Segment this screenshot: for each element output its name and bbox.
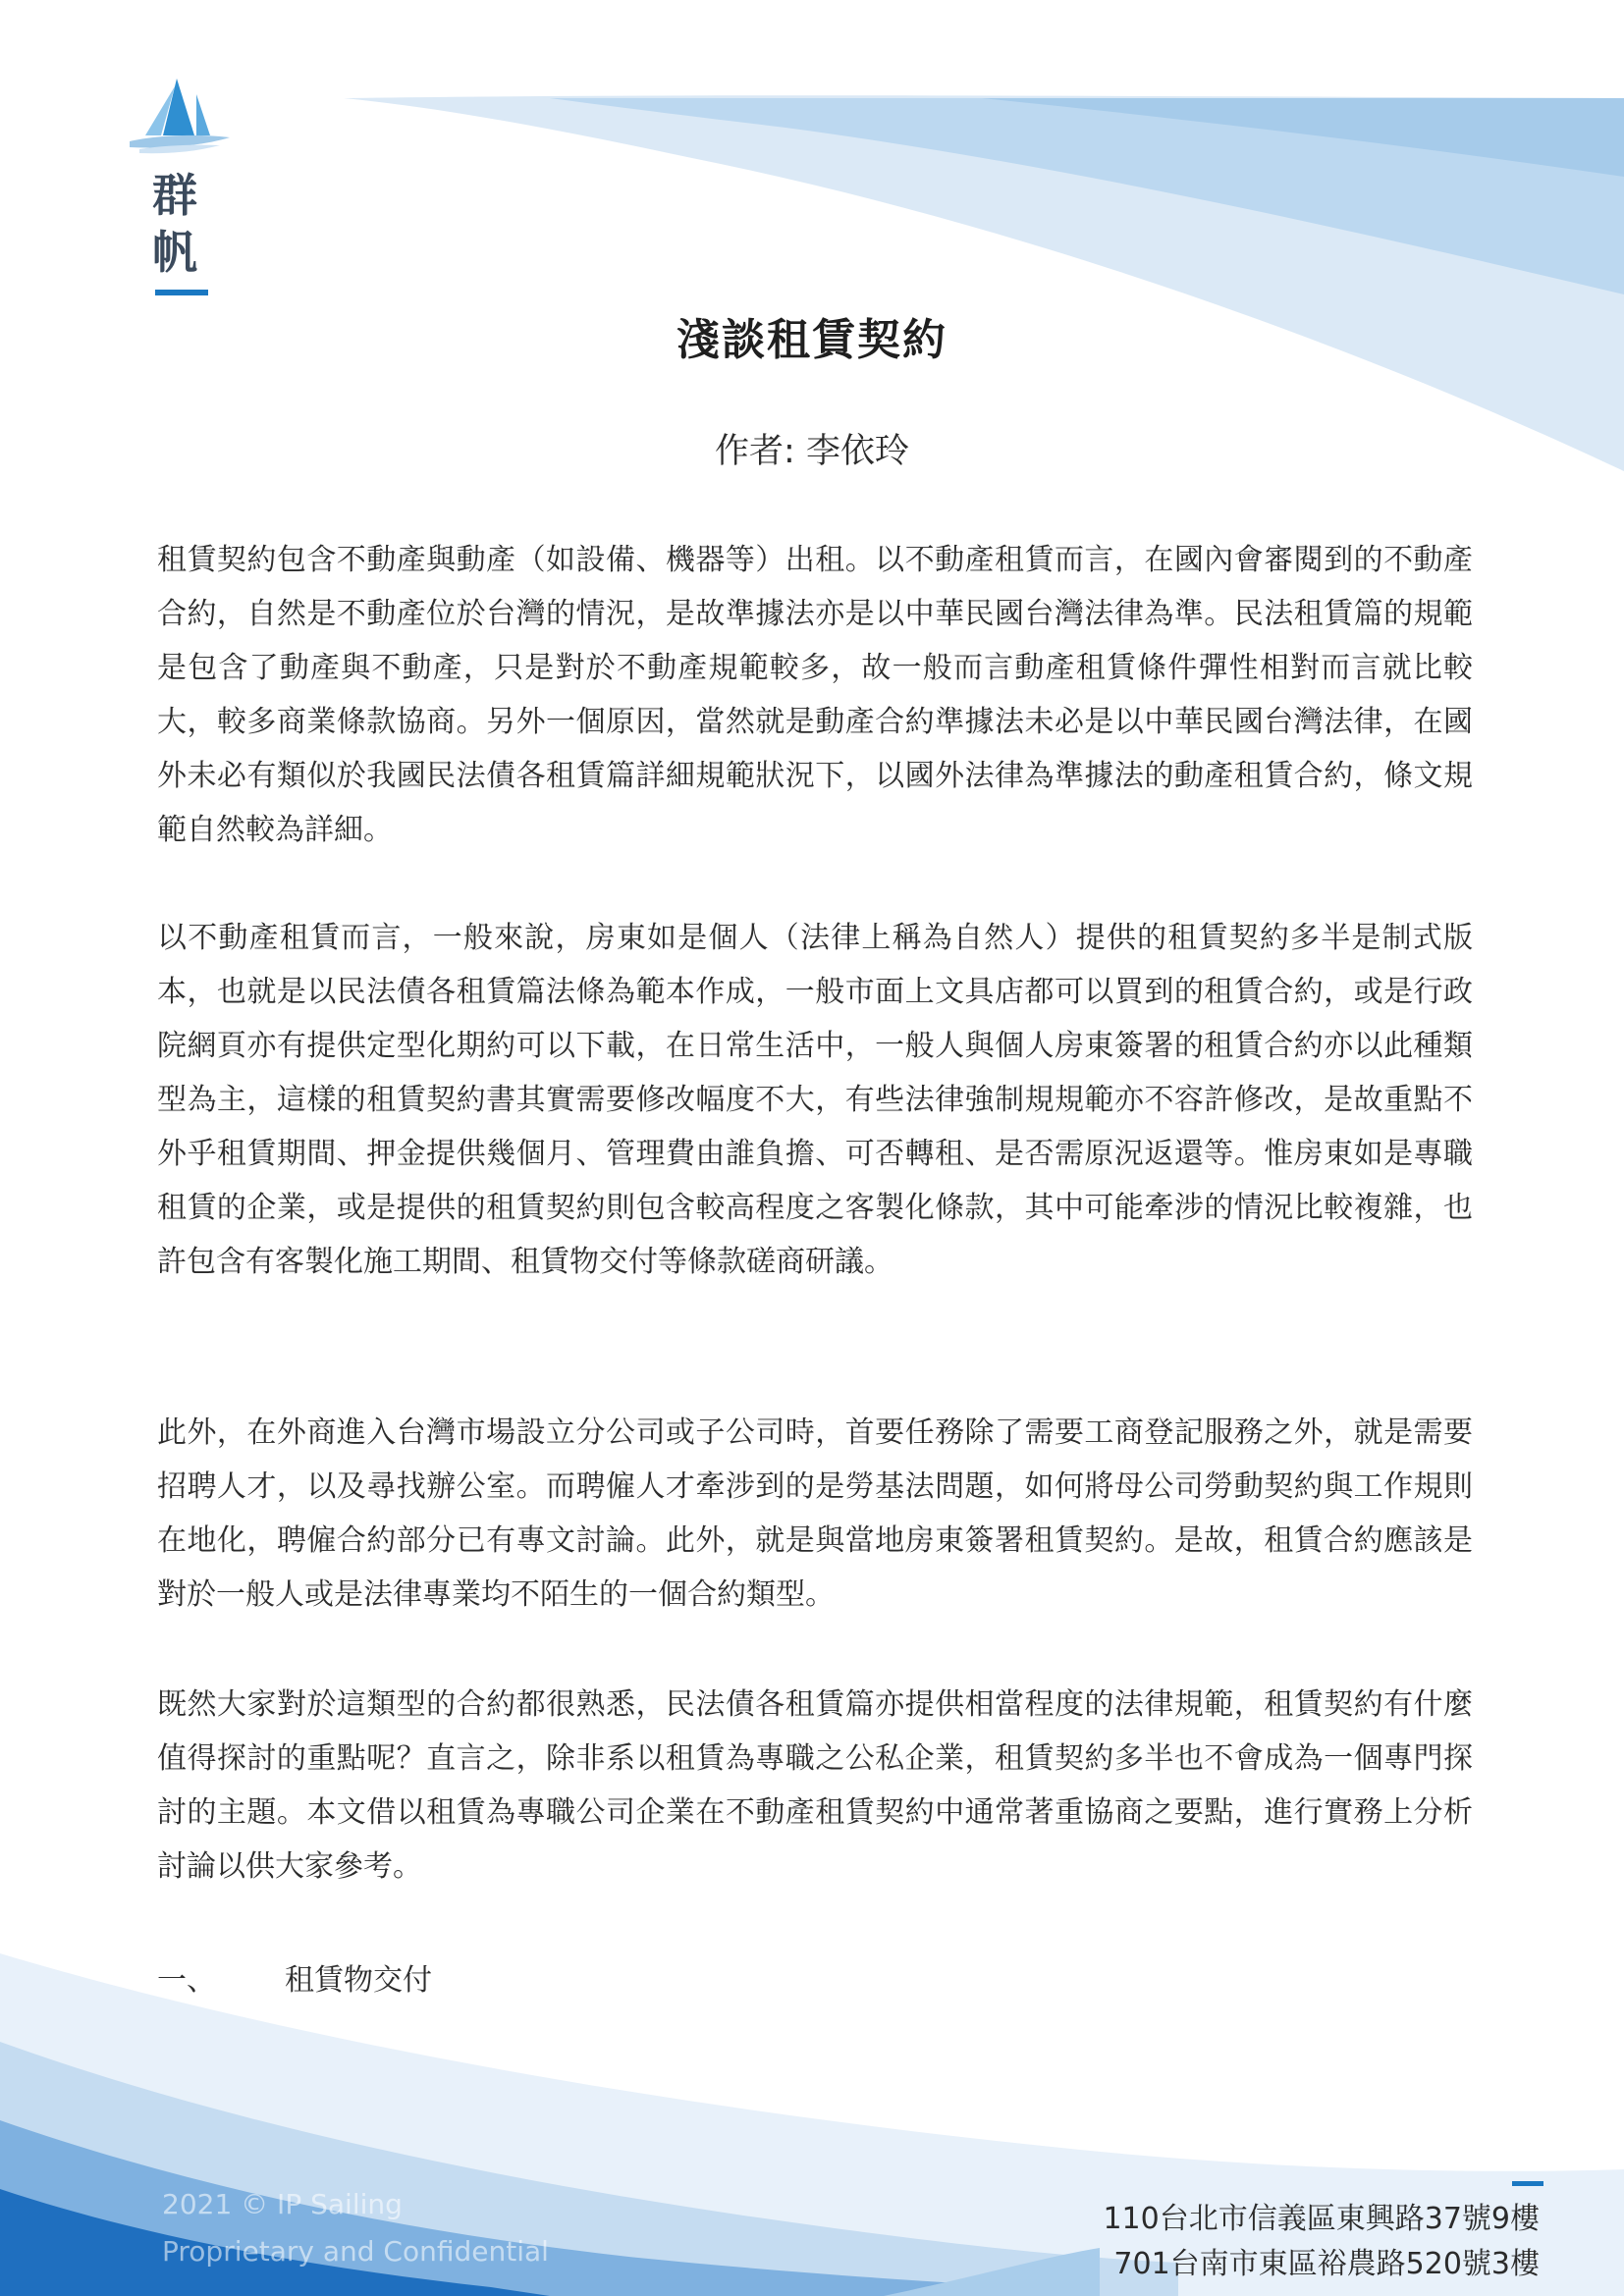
footer-legal: [162, 2181, 549, 2275]
paragraph-4: 既然大家對於這類型的合約都很熟悉，民法債各租賃篇亦提供相當程度的法律規範，租賃契約有什麼值得探討的重點呢？直言之，除非系以租賃為專職之公私企業，租賃契約多半也不會成為一個專門探討的主題。本文借以租賃為專職公司企業在不動產租賃契約中通常著重協商之要點，進行實務上分析討論以供大家參考。: [157, 1687, 1473, 1884]
article-author: 作者: 李依玲: [715, 432, 909, 471]
footer-copyright: 2021 © IP Sailing: [162, 2188, 403, 2220]
article-title: 淺談租賃契約: [677, 315, 947, 365]
paragraph-2: 以不動產租賃而言，一般來說，房東如是個人（法律上稱為自然人）提供的租賃契約多半是制式版本，也就是以民法債各租賃篇法條為範本作成，一般市面上文具店都可以買到的租賃合約，或是行政院網頁亦有提供定型化期約可以下載，在日常生活中，一般人與個人房東簽署的租賃合約亦以此種類型為主，這樣的租賃契約書其實需要修改幅度不大，有些法律強制規規範亦不容許修改，是故重點不外乎租賃期間、押金提供幾個月、管理費由誰負擔、可否轉租、是否需原況返還等。惟房東如是專職租賃的企業，或是提供的租賃契約則包含較高程度之客製化條款，其中可能牽涉的情況比較複雜，也許包含有客製化施工期間、租賃物交付等條款磋商研議。: [157, 921, 1473, 1279]
brand-name: [152, 167, 211, 281]
section-title: 租賃物交付: [285, 1963, 432, 1998]
footer-address-tainan: 701台南市東區裕農路520號3樓: [1113, 2247, 1540, 2281]
brand-name-line1: 群: [152, 169, 197, 222]
paragraph-3: 此外，在外商進入台灣市場設立分公司或子公司時，首要任務除了需要工商登記服務之外，就是需要招聘人才，以及尋找辦公室。而聘僱人才牽涉到的是勞基法問題，如何將母公司勞動契約與工作規則在地化，聘僱合約部分已有專文討論。此外，就是與當地房東簽署租賃契約。是故，租賃合約應該是對於一般人或是法律專業均不陌生的一個合約類型。: [157, 1415, 1473, 1612]
footer-confidential: Proprietary and Confidential: [162, 2235, 549, 2268]
sailboat-logo-icon: [126, 77, 234, 155]
footer-address-taipei: 110台北市信義區東興路37號9樓: [1103, 2202, 1540, 2236]
footer-accent-bar: [1512, 2181, 1543, 2186]
brand-name-line2: 帆: [152, 226, 197, 279]
footer-addresses: [1103, 2197, 1540, 2287]
paragraph-1: 租賃契約包含不動產與動產（如設備、機器等）出租。以不動產租賃而言，在國內會審閱到的不動產合約，自然是不動產位於台灣的情況，是故準據法亦是以中華民國台灣法律為準。民法租賃篇的規範是包含了動產與不動產，只是對於不動產規範較多，故一般而言動產租賃條件彈性相對而言就比較大，較多商業條款協商。另外一個原因，當然就是動產合約準據法未必是以中華民國台灣法律，在國外未必有類似於我國民法債各租賃篇詳細規範狀況下，以國外法律為準據法的動產租賃合約，條文規範自然較為詳細。: [157, 543, 1473, 847]
section-heading: [157, 1953, 432, 2007]
brand-underline: [155, 290, 208, 295]
section-number: 一、: [157, 1963, 216, 1998]
